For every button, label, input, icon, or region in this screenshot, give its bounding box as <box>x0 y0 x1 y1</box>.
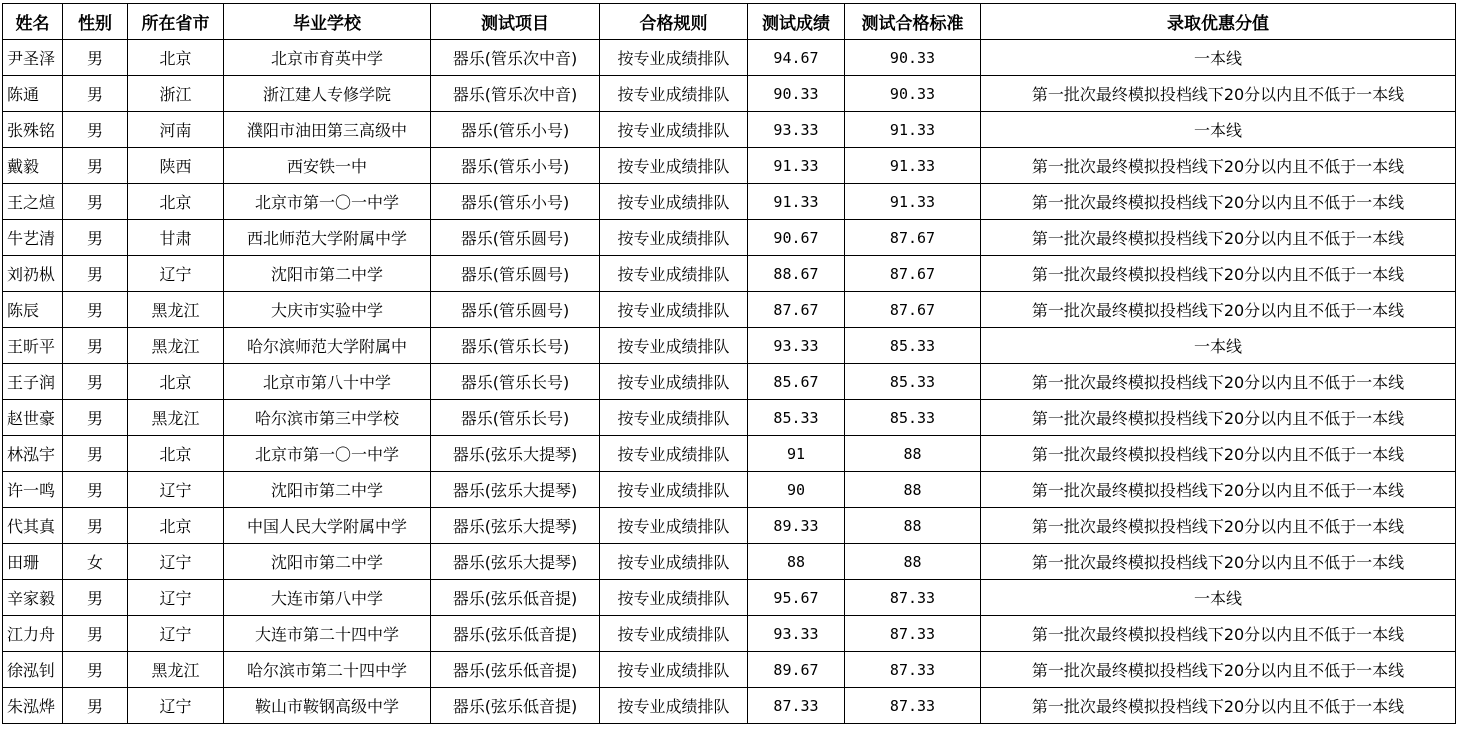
cell-pass-standard: 87.67 <box>845 220 981 256</box>
cell-name: 辛家毅 <box>3 580 63 616</box>
cell-test-item: 器乐(管乐长号) <box>431 364 600 400</box>
cell-gender: 男 <box>63 688 128 724</box>
cell-pass-standard: 87.33 <box>845 652 981 688</box>
cell-name: 陈辰 <box>3 292 63 328</box>
header-pass-standard: 测试合格标准 <box>845 4 981 40</box>
cell-pass-rule: 按专业成绩排队 <box>600 472 748 508</box>
cell-pass-standard: 85.33 <box>845 400 981 436</box>
cell-score: 90 <box>748 472 845 508</box>
cell-gender: 男 <box>63 436 128 472</box>
cell-name: 王昕平 <box>3 328 63 364</box>
cell-pass-standard: 88 <box>845 544 981 580</box>
cell-province: 黑龙江 <box>128 400 224 436</box>
cell-school: 北京市第八十中学 <box>224 364 431 400</box>
cell-pass-standard: 87.33 <box>845 616 981 652</box>
cell-score: 85.33 <box>748 400 845 436</box>
cell-province: 北京 <box>128 364 224 400</box>
header-score: 测试成绩 <box>748 4 845 40</box>
table-row <box>3 652 1456 688</box>
cell-test-item: 器乐(弦乐低音提) <box>431 652 600 688</box>
cell-province: 北京 <box>128 436 224 472</box>
cell-pass-standard: 88 <box>845 472 981 508</box>
cell-test-item: 器乐(管乐圆号) <box>431 256 600 292</box>
cell-province: 辽宁 <box>128 256 224 292</box>
cell-name: 张殊铭 <box>3 112 63 148</box>
cell-pass-standard: 90.33 <box>845 76 981 112</box>
cell-gender: 男 <box>63 220 128 256</box>
cell-name: 林泓宇 <box>3 436 63 472</box>
header-bonus: 录取优惠分值 <box>981 4 1456 40</box>
cell-gender: 男 <box>63 184 128 220</box>
cell-pass-standard: 88 <box>845 508 981 544</box>
cell-pass-rule: 按专业成绩排队 <box>600 292 748 328</box>
cell-pass-rule: 按专业成绩排队 <box>600 184 748 220</box>
cell-gender: 男 <box>63 472 128 508</box>
cell-pass-standard: 91.33 <box>845 148 981 184</box>
cell-test-item: 器乐(弦乐低音提) <box>431 688 600 724</box>
cell-province: 陕西 <box>128 148 224 184</box>
cell-pass-rule: 按专业成绩排队 <box>600 76 748 112</box>
table-row <box>3 184 1456 220</box>
cell-test-item: 器乐(管乐小号) <box>431 112 600 148</box>
table-row <box>3 472 1456 508</box>
cell-gender: 男 <box>63 76 128 112</box>
cell-bonus: 第一批次最终模拟投档线下20分以内且不低于一本线 <box>981 688 1456 724</box>
cell-bonus: 第一批次最终模拟投档线下20分以内且不低于一本线 <box>981 508 1456 544</box>
table-row <box>3 148 1456 184</box>
cell-pass-rule: 按专业成绩排队 <box>600 616 748 652</box>
cell-name: 刘礽枞 <box>3 256 63 292</box>
cell-name: 陈通 <box>3 76 63 112</box>
table-row <box>3 364 1456 400</box>
cell-province: 河南 <box>128 112 224 148</box>
cell-gender: 男 <box>63 328 128 364</box>
cell-pass-rule: 按专业成绩排队 <box>600 256 748 292</box>
cell-gender: 男 <box>63 616 128 652</box>
cell-pass-rule: 按专业成绩排队 <box>600 112 748 148</box>
cell-score: 93.33 <box>748 112 845 148</box>
cell-name: 王子润 <box>3 364 63 400</box>
cell-name: 戴毅 <box>3 148 63 184</box>
header-province: 所在省市 <box>128 4 224 40</box>
header-test-item: 测试项目 <box>431 4 600 40</box>
cell-school: 西安铁一中 <box>224 148 431 184</box>
cell-school: 哈尔滨市第三中学校 <box>224 400 431 436</box>
admission-table <box>2 3 1456 724</box>
cell-name: 王之煊 <box>3 184 63 220</box>
table-row <box>3 40 1456 76</box>
cell-school: 中国人民大学附属中学 <box>224 508 431 544</box>
cell-school: 沈阳市第二中学 <box>224 256 431 292</box>
cell-school: 西北师范大学附属中学 <box>224 220 431 256</box>
cell-gender: 男 <box>63 508 128 544</box>
cell-pass-rule: 按专业成绩排队 <box>600 148 748 184</box>
cell-score: 95.67 <box>748 580 845 616</box>
cell-pass-standard: 88 <box>845 436 981 472</box>
cell-bonus: 一本线 <box>981 580 1456 616</box>
cell-bonus: 第一批次最终模拟投档线下20分以内且不低于一本线 <box>981 256 1456 292</box>
cell-pass-standard: 91.33 <box>845 184 981 220</box>
cell-bonus: 第一批次最终模拟投档线下20分以内且不低于一本线 <box>981 472 1456 508</box>
table-body <box>3 40 1456 724</box>
cell-test-item: 器乐(弦乐大提琴) <box>431 508 600 544</box>
table-row <box>3 400 1456 436</box>
cell-school: 大连市第八中学 <box>224 580 431 616</box>
cell-pass-rule: 按专业成绩排队 <box>600 688 748 724</box>
cell-test-item: 器乐(管乐圆号) <box>431 220 600 256</box>
cell-gender: 男 <box>63 112 128 148</box>
cell-pass-standard: 87.67 <box>845 256 981 292</box>
cell-gender: 男 <box>63 256 128 292</box>
cell-name: 徐泓钊 <box>3 652 63 688</box>
cell-bonus: 一本线 <box>981 40 1456 76</box>
cell-pass-rule: 按专业成绩排队 <box>600 544 748 580</box>
cell-bonus: 一本线 <box>981 112 1456 148</box>
cell-pass-rule: 按专业成绩排队 <box>600 40 748 76</box>
header-school: 毕业学校 <box>224 4 431 40</box>
cell-score: 94.67 <box>748 40 845 76</box>
table-row <box>3 256 1456 292</box>
cell-school: 鞍山市鞍钢高级中学 <box>224 688 431 724</box>
cell-school: 大庆市实验中学 <box>224 292 431 328</box>
cell-score: 85.67 <box>748 364 845 400</box>
cell-gender: 男 <box>63 652 128 688</box>
table-row <box>3 508 1456 544</box>
cell-score: 91.33 <box>748 184 845 220</box>
cell-pass-rule: 按专业成绩排队 <box>600 580 748 616</box>
cell-gender: 男 <box>63 364 128 400</box>
cell-school: 大连市第二十四中学 <box>224 616 431 652</box>
cell-name: 尹圣泽 <box>3 40 63 76</box>
cell-province: 黑龙江 <box>128 328 224 364</box>
table-row <box>3 436 1456 472</box>
cell-pass-standard: 85.33 <box>845 364 981 400</box>
cell-school: 北京市育英中学 <box>224 40 431 76</box>
cell-pass-rule: 按专业成绩排队 <box>600 364 748 400</box>
cell-score: 93.33 <box>748 328 845 364</box>
cell-gender: 男 <box>63 400 128 436</box>
cell-name: 牛艺清 <box>3 220 63 256</box>
cell-test-item: 器乐(管乐小号) <box>431 148 600 184</box>
cell-bonus: 第一批次最终模拟投档线下20分以内且不低于一本线 <box>981 544 1456 580</box>
cell-score: 88 <box>748 544 845 580</box>
cell-bonus: 第一批次最终模拟投档线下20分以内且不低于一本线 <box>981 400 1456 436</box>
table-row <box>3 112 1456 148</box>
cell-bonus: 第一批次最终模拟投档线下20分以内且不低于一本线 <box>981 148 1456 184</box>
cell-pass-rule: 按专业成绩排队 <box>600 652 748 688</box>
cell-bonus: 一本线 <box>981 328 1456 364</box>
cell-bonus: 第一批次最终模拟投档线下20分以内且不低于一本线 <box>981 76 1456 112</box>
cell-bonus: 第一批次最终模拟投档线下20分以内且不低于一本线 <box>981 220 1456 256</box>
cell-test-item: 器乐(管乐小号) <box>431 184 600 220</box>
cell-test-item: 器乐(管乐圆号) <box>431 292 600 328</box>
table-row <box>3 580 1456 616</box>
header-pass-rule: 合格规则 <box>600 4 748 40</box>
cell-test-item: 器乐(管乐次中音) <box>431 40 600 76</box>
cell-bonus: 第一批次最终模拟投档线下20分以内且不低于一本线 <box>981 184 1456 220</box>
cell-school: 沈阳市第二中学 <box>224 544 431 580</box>
cell-name: 江力舟 <box>3 616 63 652</box>
cell-province: 北京 <box>128 508 224 544</box>
cell-pass-standard: 87.67 <box>845 292 981 328</box>
cell-school: 浙江建人专修学院 <box>224 76 431 112</box>
cell-pass-rule: 按专业成绩排队 <box>600 328 748 364</box>
cell-school: 濮阳市油田第三高级中 <box>224 112 431 148</box>
cell-bonus: 第一批次最终模拟投档线下20分以内且不低于一本线 <box>981 652 1456 688</box>
table-row <box>3 688 1456 724</box>
table-row <box>3 328 1456 364</box>
cell-pass-rule: 按专业成绩排队 <box>600 400 748 436</box>
header-name: 姓名 <box>3 4 63 40</box>
cell-test-item: 器乐(管乐次中音) <box>431 76 600 112</box>
cell-score: 87.67 <box>748 292 845 328</box>
cell-bonus: 第一批次最终模拟投档线下20分以内且不低于一本线 <box>981 364 1456 400</box>
cell-score: 93.33 <box>748 616 845 652</box>
header-row <box>3 4 1456 40</box>
cell-name: 代其真 <box>3 508 63 544</box>
cell-test-item: 器乐(管乐长号) <box>431 328 600 364</box>
cell-province: 辽宁 <box>128 544 224 580</box>
cell-gender: 男 <box>63 148 128 184</box>
cell-score: 89.67 <box>748 652 845 688</box>
table-row <box>3 292 1456 328</box>
cell-pass-rule: 按专业成绩排队 <box>600 220 748 256</box>
cell-school: 北京市第一〇一中学 <box>224 184 431 220</box>
cell-gender: 男 <box>63 580 128 616</box>
header-gender: 性别 <box>63 4 128 40</box>
cell-score: 91.33 <box>748 148 845 184</box>
cell-score: 90.33 <box>748 76 845 112</box>
cell-test-item: 器乐(弦乐大提琴) <box>431 472 600 508</box>
cell-pass-rule: 按专业成绩排队 <box>600 508 748 544</box>
table-row <box>3 76 1456 112</box>
cell-gender: 女 <box>63 544 128 580</box>
cell-name: 赵世豪 <box>3 400 63 436</box>
cell-score: 87.33 <box>748 688 845 724</box>
table-row <box>3 544 1456 580</box>
cell-pass-standard: 91.33 <box>845 112 981 148</box>
cell-test-item: 器乐(管乐长号) <box>431 400 600 436</box>
cell-province: 黑龙江 <box>128 292 224 328</box>
cell-province: 辽宁 <box>128 472 224 508</box>
cell-test-item: 器乐(弦乐大提琴) <box>431 544 600 580</box>
cell-bonus: 第一批次最终模拟投档线下20分以内且不低于一本线 <box>981 436 1456 472</box>
cell-pass-standard: 87.33 <box>845 688 981 724</box>
cell-score: 90.67 <box>748 220 845 256</box>
cell-test-item: 器乐(弦乐大提琴) <box>431 436 600 472</box>
cell-score: 91 <box>748 436 845 472</box>
table-row <box>3 616 1456 652</box>
cell-pass-standard: 90.33 <box>845 40 981 76</box>
cell-school: 哈尔滨市第二十四中学 <box>224 652 431 688</box>
cell-bonus: 第一批次最终模拟投档线下20分以内且不低于一本线 <box>981 616 1456 652</box>
cell-test-item: 器乐(弦乐低音提) <box>431 616 600 652</box>
cell-province: 黑龙江 <box>128 652 224 688</box>
cell-province: 辽宁 <box>128 688 224 724</box>
cell-province: 浙江 <box>128 76 224 112</box>
cell-school: 北京市第一〇一中学 <box>224 436 431 472</box>
cell-province: 辽宁 <box>128 616 224 652</box>
cell-province: 北京 <box>128 40 224 76</box>
table-row <box>3 220 1456 256</box>
cell-name: 田珊 <box>3 544 63 580</box>
cell-province: 辽宁 <box>128 580 224 616</box>
cell-province: 甘肃 <box>128 220 224 256</box>
cell-gender: 男 <box>63 40 128 76</box>
cell-name: 许一鸣 <box>3 472 63 508</box>
cell-pass-rule: 按专业成绩排队 <box>600 436 748 472</box>
cell-pass-standard: 87.33 <box>845 580 981 616</box>
cell-bonus: 第一批次最终模拟投档线下20分以内且不低于一本线 <box>981 292 1456 328</box>
cell-gender: 男 <box>63 292 128 328</box>
cell-province: 北京 <box>128 184 224 220</box>
cell-pass-standard: 85.33 <box>845 328 981 364</box>
cell-school: 沈阳市第二中学 <box>224 472 431 508</box>
cell-name: 朱泓烨 <box>3 688 63 724</box>
cell-school: 哈尔滨师范大学附属中 <box>224 328 431 364</box>
cell-score: 89.33 <box>748 508 845 544</box>
cell-test-item: 器乐(弦乐低音提) <box>431 580 600 616</box>
cell-score: 88.67 <box>748 256 845 292</box>
